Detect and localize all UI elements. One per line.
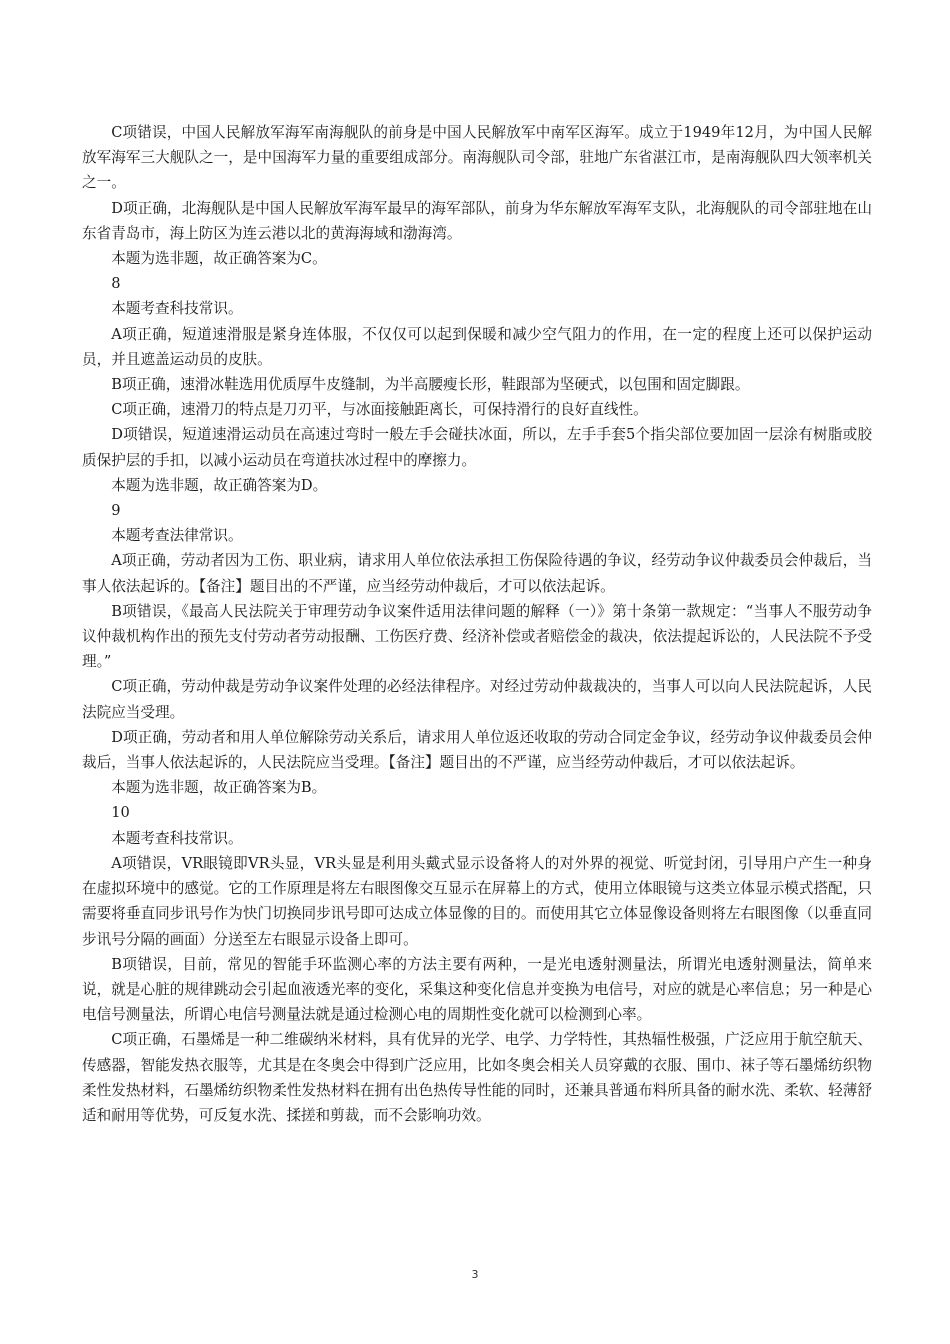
paragraph: A项正确，劳动者因为工伤、职业病，请求用人单位依法承担工伤保险待遇的争议，经劳动争议仲裁委员会仲裁后，当事人依法起诉的。【备注】题目出的不严谨，应当经劳动仲裁后，才可以依法起诉。	[82, 552, 872, 595]
paragraph: 本题考查科技常识。	[111, 300, 243, 318]
paragraph: 本题为选非题，故正确答案为C。	[111, 250, 327, 268]
page-number: 3	[471, 1268, 479, 1281]
question-number: 9	[111, 502, 121, 520]
paragraph: D项正确，北海舰队是中国人民解放军海军最早的海军部队，前身为华东解放军海军支队，北海舰队的司令部驻地在山东省青岛市，海上防区为连云港以北的黄海海域和渤海湾。	[82, 199, 872, 242]
paragraph: D项正确，劳动者和用人单位解除劳动关系后，请求用人单位返还收取的劳动合同定金争议，经劳动争议仲裁委员会仲裁后，当事人依法起诉的，人民法院应当受理。【备注】题目出的不严谨，应当经劳动仲裁后，才可以依法起诉。	[82, 728, 872, 772]
paragraph: C项错误，中国人民解放军海军南海舰队的前身是中国人民解放军中南军区海军。成立于1949年12月，为中国人民解放军海军三大舰队之一，是中国海军力量的重要组成部分。南海舰队司令部，驻地广东省湛江市，是南海舰队四大领率机关之一。	[82, 124, 872, 192]
paragraph: A项正确，短道速滑服是紧身连体服，不仅仅可以起到保暖和减少空气阻力的作用，在一定的程度上还可以保护运动员，并且遮盖运动员的皮肤。	[82, 325, 872, 368]
document-body	[82, 120, 872, 1128]
paragraph: 本题为选非题，故正确答案为B。	[111, 779, 327, 797]
paragraph: C项正确，速滑刀的特点是刀刃平，与冰面接触距离长，可保持滑行的良好直线性。	[111, 401, 648, 419]
paragraph: C项正确，石墨烯是一种二维碳纳米材料，具有优异的光学、电学、力学特性，其热辐性极强，广泛应用于航空航天、传感器，智能发热衣服等，尤其是在冬奥会中得到广泛应用，比如冬奥会相关人员穿戴的衣服、围巾、袜子等石墨烯纺织物柔性发热材料，石墨烯纺织物柔性发热材料在拥有出色热传导性能的同时，还兼具普通布料所具备的耐水洗、柔软、轻薄舒适和耐用等优势，可反复水洗、揉搓和剪裁，而不会影响功效。	[82, 1031, 872, 1124]
question-number: 8	[111, 275, 121, 293]
paragraph: 本题为选非题，故正确答案为D。	[111, 476, 328, 494]
paragraph: 本题考查法律常识。	[111, 527, 243, 545]
paragraph: B项错误，目前，常见的智能手环监测心率的方法主要有两种，一是光电透射测量法，所谓光电透射测量法，简单来说，就是心脏的规律跳动会引起血液透光率的变化，采集这种变化信息并变换为电信号，对应的就是心率信息；另一种是心电信号测量法，所谓心电信号测量法就是通过检测心电的周期性变化就可以检测到心率。	[82, 955, 872, 1024]
paragraph: D项错误，短道速滑运动员在高速过弯时一般左手会碰扶冰面，所以，左手手套5个指尖部位要加固一层涂有树脂或胶质保护层的手扣，以减小运动员在弯道扶冰过程中的摩擦力。	[82, 426, 872, 469]
paragraph: A项错误，VR眼镜即VR头显，VR头显是利用头戴式显示设备将人的对外界的视觉、听觉封闭，引导用户产生一种身在虚拟环境中的感觉。它的工作原理是将左右眼图像交互显示在屏幕上的方式，使用立体眼镜与这类立体显示模式搭配，只需要将垂直同步讯号作为快门切换同步讯号即可达成立体显像的目的。而使用其它立体显像设备则将左右眼图像（以垂直同步讯号分隔的画面）分送至左右眼显示设备上即可。	[82, 854, 872, 948]
paragraph: B项错误，《最高人民法院关于审理劳动争议案件适用法律问题的解释（一）》第十条第一款规定：“当事人不服劳动争议仲裁机构作出的预先支付劳动者劳动报酬、工伤医疗费、经济补偿或者赔偿金的裁决，依法提起诉讼的，人民法院不予受理。”	[82, 602, 872, 671]
question-number: 10	[111, 804, 130, 822]
paragraph: C项正确，劳动仲裁是劳动争议案件处理的必经法律程序。对经过劳动仲裁裁决的，当事人可以向人民法院起诉，人民法院应当受理。	[82, 678, 872, 721]
paragraph: B项正确，速滑冰鞋选用优质厚牛皮缝制，为半高腰瘦长形，鞋跟部为坚硬式，以包围和固定脚跟。	[111, 376, 750, 394]
paragraph: 本题考查科技常识。	[111, 829, 243, 847]
